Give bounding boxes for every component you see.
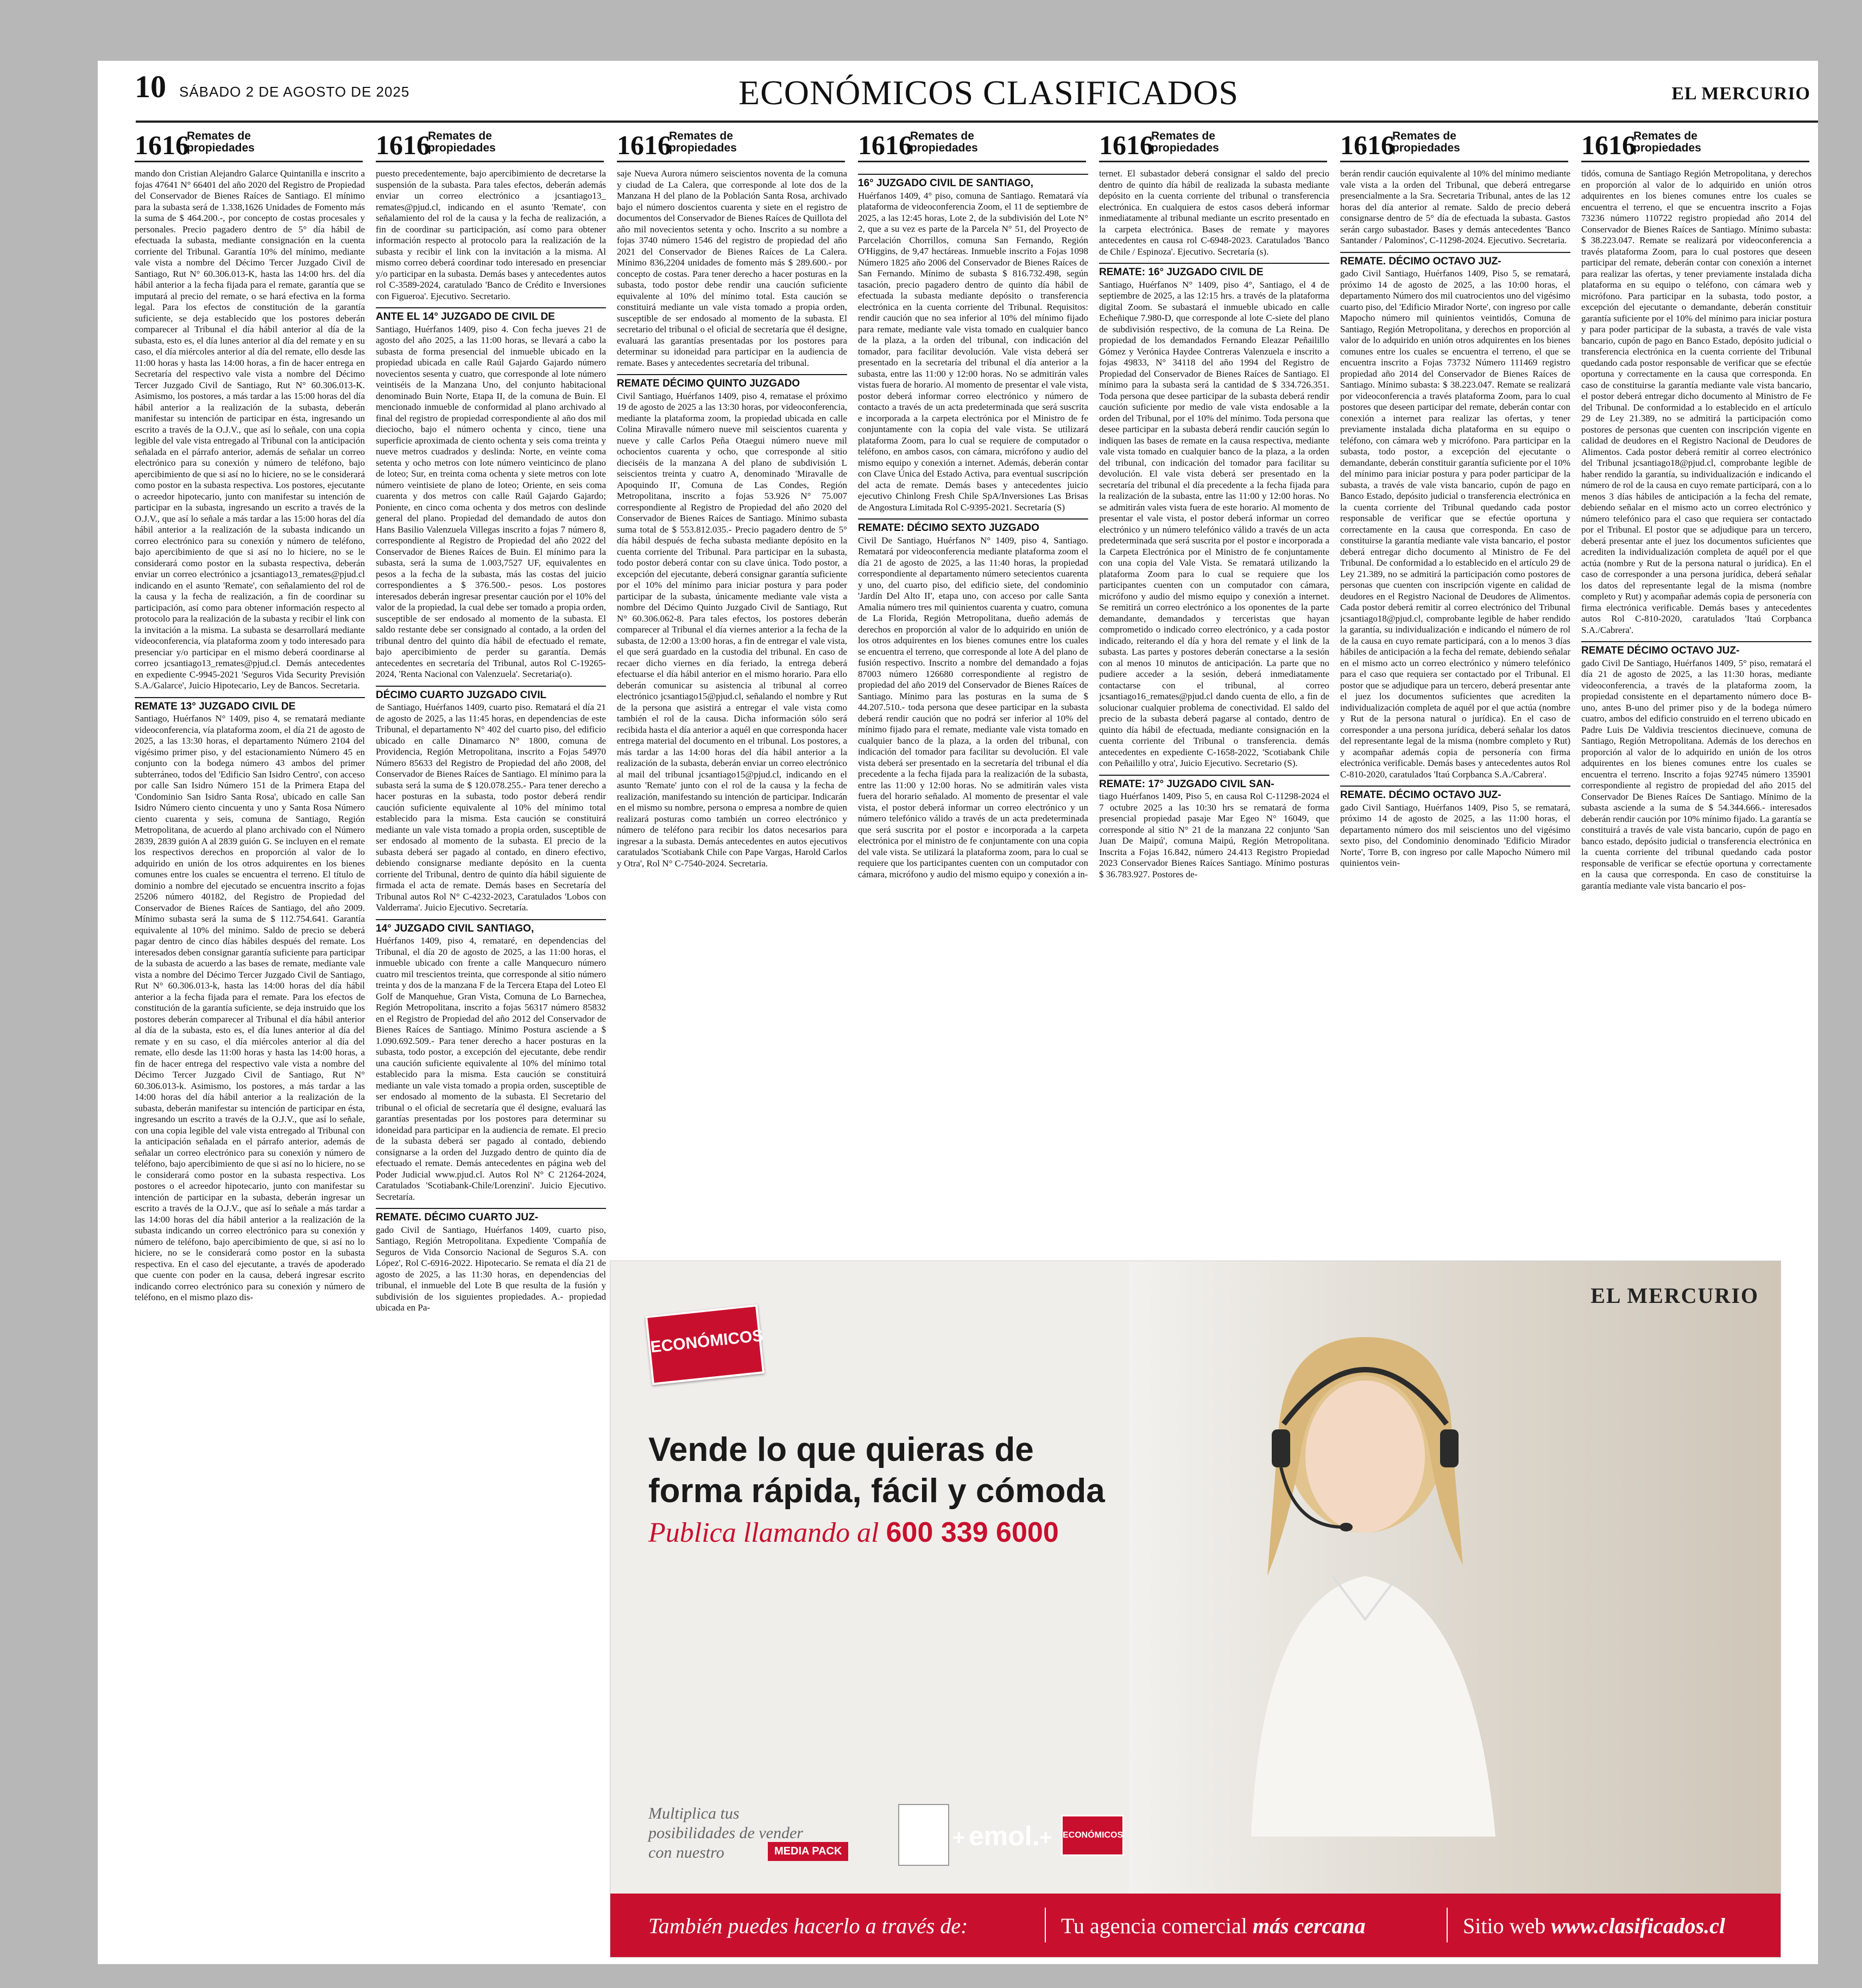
notice-title: REMATE. DÉCIMO OCTAVO JUZ- <box>1340 786 1570 801</box>
notice-text: gado Civil de Santiago, Huérfanos 1409, cuarto piso, Santiago, Región Metropolitana. Expediente 'Compañía de Seguros de Vida Consorcio Nacional de Seguros S.A. con López', Rol C-6916-2022. Hipotecario. Se remata el día 21 de agosto de 2025, a las 11:30 horas, en dependencias del tribunal, el inmueble del Lote B que resulta de la fusión y subdivisión de los siguientes propiedades. A.- propiedad ubicada en Pa- <box>376 1224 606 1313</box>
ad-footer-website <box>1463 1913 1725 1939</box>
column-header-rule <box>1340 161 1568 162</box>
notice-text: gado Civil De Santiago, Huérfanos 1409, 5° piso, rematará el día 21 de agosto de 2025, a las 11:30 horas, mediante videoconferencia, a través de la plataforma zoom, la propiedad consistente en el departamento número doce B-uno, antes B-uno del primer piso y de la bodega número cuatro, ambos del edificio construido en el terreno ubicado en Padre Luis De Valdivia trescientos diecinueve, comuna de Santiago, Región Metropolitana. Además de los derechos en proporción al valor de lo adquirido en unión de los otros adquirentes en los bienes comunes entre los cuales se encuentra el terreno. Inscrito a fojas 92745 número 135901 correspondiente al registro de propiedad del año 2015 del Conservador De Bienes Raíces De Santiago. Mínimo de la subasta asciende a la suma de $ 54.344.666.- interesados deberán rendir caución por 10% mínimo fijado. La garantía se constituirá a través de vale vista bancario, cupón de pago en banco estado, depósito judicial o transferencia electrónica en la cuenta corriente del tribunal quedando cada postor responsable de verificar se efectúe oportuna y correctamente en la causa que corresponda. En caso de constituirse la garantía mediante vale vista bancario el pos- <box>1581 657 1811 891</box>
page-header <box>98 61 1818 115</box>
ad-footer-intro: También puedes hacerlo a través de: <box>648 1914 968 1938</box>
notice-text: Civil Santiago, Huérfanos 1409, piso 4, rematase el próximo 19 de agosto de 2025 a las 13:30 horas, por videoconferencia, mediante la plataforma zoom, la propiedad ubicada en calle Colina Miravalle número nueve mil seiscientos cuarenta y nueve y calle Carlos Peña Otaegui número nueve mil ochocientos cuarenta y ocho, que corresponde al sitio dieciséis de la manzana A del plano de subdivisión L seiscientos treinta y cuatro A, denominado 'Miravalle de Apoquindo II', Comuna de Las Condes, Región Metropolitana, inscrito a fojas 53.926 N° 75.007 correspondiente al Registro de Propiedad del año 2020 del Conservador de Bienes Raíces de Santiago. Mínimo subasta suma total de $ 553.812.035.- Precio pagadero dentro de 5° día hábil después de fecha subasta mediante depósito en la cuenta corriente del Tribunal. Para participar en la subasta, todo postor deberá contar con su clave única. Todo postor, a excepción del ejecutante, deberá consignar garantía suficiente por el 10% del mínimo para iniciar postura y para poder participar de la subasta, únicamente mediante vale vista a nombre del Décimo Quinto Juzgado Civil de Santiago, Rut N° 60.306.062-8. Para tales efectos, los postores deberán comparecer al Tribunal el día viernes anterior a la fecha de la subasta, de 12:00 a 13:00 horas, a fin de entregar el vale vista, el que será guardado en la custodia del tribunal. En caso de recaer dicho viernes en día feriado, la entrega deberá efectuarse el día hábil anterior en el mismo horario. Para ello deberán comunicar su asistencia al tribunal al correo electrónico jcsantiago15@pjud.cl, señalando el nombre y Rut de la persona que asistirá a entregar el vale vista como también el rol de la causa. Dicha información sólo será recibida hasta el día anterior a aquél en que corresponda hacer entrega material del documento en el tribunal. Los postores, a más tardar a las 14:00 horas del día hábil anterior a la realización de la subasta, deberán enviar un correo electrónico al mail del tribunal jcsantiago15@pjud.cl, indicando en el asunto 'Remate' junto con el rol de la causa y la fecha de realización, manifestando su intención de participar. Indicarán en el mismo su nombre, persona o empresa a nombre de quien realizará posturas como también un correo electrónico y número de teléfono para recibir los datos necesarios para ingresar a la subasta. Demás antecedentes en autos ejecutivos caratulados 'Scotiabank Chile con Pape Vargas, Harold Carlos y Otra', Rol N° C-7540-2024. Secretaria. <box>617 390 847 869</box>
notice-text: Civil De Santiago, Huérfanos N° 1409, piso 4, Santiago. Rematará por videoconferencia mediante plataforma zoom el día 21 de agosto de 2025, a las 11:40 horas, la propiedad correspondiente al departamento número setecientos cuarenta y uno, del cuarto piso, del edificio siete, del condominio 'Jardín Del Alto II', etapa uno, con acceso por calle Santa Amalia número tres mil quinientos cuarenta y cuatro, comuna de La Florida, Región Metropolitana, dueño además de derechos en proporción al valor de lo adquirido en unión de los otros adquirentes en los bienes comunes entre los cuales se encuentra el terreno, que corresponde al lote A del plano de fusión respectivo. Inscrito a nombre del demandado a fojas 87003 número 126680 correspondiente al registro de propiedad del año 2019 del Conservador de Bienes Raíces de Santiago. Mínimo para las posturas en la suma de $ 44.207.510.- toda persona que desee participar en la subasta deberá rendir caución que no podrá ser inferior al 10% del mínimo fijado para el remate, mediante vale vista tomado en cualquier banco de la plaza, a la orden del tribunal, con indicación del tomador para facilitar su devolución. El vale vista deberá ser presentado en la secretaría del tribunal el día precedente a la fecha fijada para la realización de la subasta, entre las 11:00 y 12:00 horas. No se admitirán vales vista fuera del horario señalado. Al momento de presentar el vale vista, el postor deberá informar un correo electrónico y un número telefónico válido a través de un acta predeterminada que será suscrita por el postor e incorporada a la carpeta electrónica por el ministro de fe conjuntamente con una copia del vale vista. Se utilizará la plataforma zoom, para lo cual se requiere que los participantes cuenten con un computador con cámara, micrófono y audio del mismo equipo y conexión a in- <box>858 535 1088 879</box>
column-header-rule <box>135 161 363 162</box>
notice-text: tidós, comuna de Santiago Región Metropolitana, y derechos en proporción al valor de lo adquirido en unión otros adquirentes en los bienes comunes entre los cuales se encuentra el terreno, el que se encuentra inscrito a Fojas 73236 número 110722 registro propiedad año 2014 del Conservador de Bienes Raíces de Santiago. Mínimo subasta: $ 38.223.047. Remate se realizará por videoconferencia a través plataforma Zoom, para lo cual postores que deseen participar del remate, deberán contar con conexión a internet para realizar las ofertas, y tener previamente instalada dicha plataforma en su equipo o teléfono, con cámara web y micrófono. Para participar en la subasta, todo postor, a excepción del ejecutante o demandante, deberán constituir garantía suficiente por el 10% del mínimo para iniciar postura y para poder participar de la subasta, a través de vale vista bancario, cupón de pago en Banco Estado, depósito judicial o transferencia electrónica en la cuenta corriente del Tribunal quedando cada postor responsable de verificar que se efectúe oportuna y correctamente en la causa que corresponda. En caso de constituirse la garantía mediante vale vista bancario, el postor deberá entregar dicho documento al Ministro de Fe del Tribunal. De conformidad a lo establecido en el artículo 29 de Ley 21.389, no se admitirá la participación como postores de personas que cuenten con inscripción vigente en calidad de deudores en el Registro Nacional de Deudores de Alimentos. Cada postor deberá remitir al correo electrónico del Tribunal jcsantiago18@pjud.cl, comprobante legible de haber rendido la garantía, su individualización e indicando el número de rol de la causa en cuyo remate participará, con a lo menos 3 días hábiles de anticipación a la fecha del remate, debiendo señalar en el mismo acto un correo electrónico y número telefónico para el caso que requiera ser contactado por el Tribunal. El postor que se adjudique para un tercero, deberá presentar ante el juez los documentos suficientes que acrediten la individualización completa de aquél por el que actúa (nombre y Rut de la persona natural o jurídica). En el caso de corresponder a una persona jurídica, deberá señalar los datos del representante legal de la misma (nombre completo y Rut) y acompañar además copia de personería con firma electrónica verificable. Demás bases y antecedentes autos Rol C-810-2020, caratulados 'Itaú Corpbanca S.A./Cabrera'. <box>1581 168 1811 635</box>
ad-headline-line-2: forma rápida, fácil y cómoda <box>648 1472 1105 1510</box>
classified-column <box>376 168 606 1957</box>
column-header <box>617 127 845 165</box>
column-header-rule <box>1099 161 1327 162</box>
notice-title: REMATE DÉCIMO OCTAVO JUZ- <box>1581 641 1811 657</box>
section-title: ECONÓMICOS CLASIFICADOS <box>739 73 1239 112</box>
section-number: 1616 <box>1099 130 1153 160</box>
notice-text: Huérfanos 1409, piso 4, remataré, en dependencias del Tribunal, el día 20 de agosto de 2025, a las 11:00 horas, el inmueble ubicado con frente a calle Manquecuro número cuatro mil trescientos treinta, que corresponde al sitio número treinta y dos de la manzana F de la Tercera Etapa del Loteo El Golf de Manquehue, Gran Vista, Comuna de Lo Barnechea, Región Metropolitana, inscrito a fojas 56317 número 85832 en el Registro de Propiedad del año 2012 del Conservador de Bienes Raíces de Santiago. Mínimo Postura asciende a $ 1.090.692.509.- Para tener derecho a hacer posturas en la subasta, todo postor, a excepción del ejecutante, debe rendir una caución suficiente equivalente al 10% del mínimo total establecido para la misma. Esta caución se constituirá mediante un vale vista tomado a propia orden, susceptible de ser endosado al momento de la subasta. El Secretario del tribunal o el oficial de secretaría que él designe, evaluará las garantías presentadas por los postores para determinar su idoneidad para participar en la audiencia de remate. El precio de la subasta deberá ser pagado al contado, debiendo consignarse a la orden del Juzgado dentro de quinto día de efectuado el remate. Demás antecedentes en página web del Poder Judicial www.pjud.cl. Autos Rol N° C 21264-2024, Caratulados 'Scotiabank-Chile/Lorenzini'. Juicio Ejecutivo. Secretaría. <box>376 935 606 1202</box>
media-pack-badge: MEDIA PACK <box>768 1842 848 1861</box>
notice-title: DÉCIMO CUARTO JUZGADO CIVIL <box>376 686 606 701</box>
notice-text: puesto precedentemente, bajo apercibimiento de decretarse la suspensión de la subasta. Para tales efectos, deberán además enviar un correo electrónico a jcsantiago13_ remates@pjud.cl, indicando en el asunto 'Remate', con señalamiento del rol de la causa y la fecha de realización, a fin de coordinar su participación, así como para obtener información respecto al protocolo para la realización de la subasta y recibir el link con la invitación a la misma. Al mismo correo deberá coordinar todo interesado en presenciar y/o participar en la subasta. Demás bases y antecedentes autos rol C-3589-2024, caratulado 'Banco de Crédito e Inversiones con Figueroa'. Ejecutivo. Secretario. <box>376 168 606 301</box>
ad-footer-agency <box>1061 1913 1366 1939</box>
column-header <box>1581 127 1809 165</box>
ad-footer-website-pre: Sitio web <box>1463 1914 1546 1938</box>
notice-title: 14° JUZGADO CIVIL SANTIAGO, <box>376 919 606 935</box>
ad-footer-separator <box>1045 1908 1046 1942</box>
section-number: 1616 <box>617 130 671 160</box>
notice-title: 16° JUZGADO CIVIL DE SANTIAGO, <box>858 174 1088 189</box>
classified-column <box>1340 168 1570 1259</box>
section-label: Remates de propiedades <box>669 130 737 154</box>
header-rule <box>136 121 1818 123</box>
ad-multiplica-text: Multiplica tus posibilidades de vender con nuestro <box>648 1805 803 1862</box>
newspaper-brand: EL MERCURIO <box>1671 84 1810 104</box>
notice-title: REMATE. DÉCIMO OCTAVO JUZ- <box>1340 252 1570 268</box>
section-number: 1616 <box>135 130 189 160</box>
ad-headline <box>648 1429 1246 1512</box>
notice-text: tiago Huérfanos 1409, Piso 5, en causa Rol C-11298-2024 el 7 octubre 2025 a las 10:30 hrs se rematará de forma presencial propiedad pasaje Mar Egeo N° 16049, que corresponde al sitio N° 21 de la manzana 22 conjunto 'San Juan De Maipú', comuna Maipú, Región Metropolitana. Inscrita a Fojas 16.842, número 24.413 Registro Propiedad 2023 Conservador Bienes Raíces Santiago. Mínimo posturas $ 36.783.927. Postores de- <box>1099 791 1329 879</box>
notice-title: REMATE: 17° JUZGADO CIVIL SAN- <box>1099 775 1329 790</box>
notice-text: saje Nueva Aurora número seiscientos noventa de la comuna y ciudad de La Calera, que corresponde al lote dos de la Manzana H del plano de la Población Santa Rosa, archivado bajo el número doscientos cuarenta y siete en el registro de documentos del Conservador de Bienes Raíces de Quillota del año mil novecientos setenta y ocho. Inscrito a su nombre a fojas 3740 número 1546 del registro de propiedad del año 2021 del Conservador de Bienes Raíces de La Calera. Mínimo 836,2204 unidades de fomento más $ 289.600.- por concepto de costas. Para tener derecho a hacer posturas en la subasta, todo postor debe rendir una caución suficiente equivalente al 10% del mínimo total. Esta caución se constituirá mediante un vale vista tomado a propia orden, susceptible de ser endosado al momento de la subasta. El secretario del tribunal o el oficial de secretaría que él designe, evaluará las garantías presentadas por los postores para determinar su idoneidad para participar en la audiencia de remate. Bases y antecedentes secretaría del tribunal. <box>617 168 847 368</box>
notice-title: REMATE: DÉCIMO SEXTO JUZGADO <box>858 518 1088 534</box>
notice-title: ANTE EL 14° JUZGADO DE CIVIL DE <box>376 307 606 323</box>
column-header-rule <box>1581 161 1809 162</box>
classified-column <box>858 168 1088 1259</box>
notice-text: de Santiago, Huérfanos 1409, cuarto piso. Rematará el día 21 de agosto de 2025, a las 11:45 horas, en dependencias de este Tribunal, el departamento N° 402 del cuarto piso, del edificio ubicado en calle Dinamarco N° 1800, comuna de Providencia, Región Metropolitana, inscrito a Fojas 54970 Número 85633 del Registro de Propiedad del año 2008, del Conservador de Bienes Raíces de Santiago. El mínimo para la subasta será la suma de $ 120.078.255.- Para tener derecho a hacer posturas en la subasta, todo postor deberá rendir caución suficiente equivalente al 10% del mínimo total establecido para la misma. Esta caución se constituirá mediante un vale vista tomado a propia orden, susceptible de ser endosado al momento de la subasta. El precio de la subasta deberá ser pagado al contado, en dinero efectivo, debiendo consignarse mediante depósito en la cuenta corriente del Tribunal, dentro de quinto día hábil siguiente de firmada el acta de remate. Demás bases en Secretaría del Tribunal autos Rol N° C-4232-2023, Caratulados 'Lobos con Valderrama'. Juicio Ejecutivo. Secretaría. <box>376 702 606 913</box>
ad-footer-agency-pre: Tu agencia comercial <box>1061 1914 1247 1938</box>
column-header <box>858 127 1086 165</box>
economicos-logo <box>645 1304 765 1385</box>
classified-column <box>1581 168 1811 1259</box>
notice-text: mando don Cristian Alejandro Galarce Quintanilla e inscrito a fojas 47641 N° 66401 del año 2020 del Registro de Propiedad del Conservador de Bienes Raíces de Santiago. El mínimo para la subasta será de 1.338,1626 Unidades de Fomento más la suma de $ 464.200.-, por concepto de costas procesales y personales. Precio pagadero dentro de 5° día hábil de efectuada la subasta, mediante consignación en la cuenta corriente del Tribunal. Garantía 10% del mínimo, mediante vale vista a nombre del Décimo Tercer Juzgado Civil de Santiago, Rut N° 60.306.013-K, hasta las 14:00 hrs. del día hábil anterior a la fecha fijada para el remate, garantía que se imputará al precio del remate, o se hará efectiva en la forma legal. Para los efectos de constitución de la garantía suficiente, se deja establecido que los postores deberán comparecer al Tribunal el día hábil anterior al día de la subasta, esto es, el día lunes anterior al día del remate y en su caso, el día miércoles anterior al día del remate, ello desde las 11:00 horas y hasta las 14:00 horas, a fin de hacer entrega en Secretaría del respectivo vale vista a nombre del Décimo Tercer Juzgado Civil de Santiago, Rut N° 60.306.013-K. Asimismo, los postores, a más tardar a las 15:00 horas del día hábil anterior a la realización de la subasta, deberán manifestar su intención de participar en ésta, ingresando un escrito a través de la O.J.V., que así lo señale, con una copia legible del vale vista entregado al Tribunal con la anticipación señalada en el párrafo anterior, además de señalar un correo electrónico para su conexión y número de teléfono, bajo apercibimiento de que si así no lo hiciere, no se le considerará como postor en la subasta respectiva. Los postores, ejecutante o acreedor hipotecario, junto con manifestar su intención de participar en la subasta, ingresando un escrito a través de la O.J.V., que así lo señale a más tardar a las 15:00 horas del día hábil anterior a la realización de la subasta indicando un correo electrónico para su conexión y número de teléfono, bajo apercibimiento de que si así no lo hiciere, no se le considerará como postor en la subasta respectiva, deberán enviar un correo electrónico a jcsantiago13_remates@pjud.cl indicando en el asunto 'Remate', con señalamiento del rol de la causa y la fecha de realización, a fin de coordinar su participación, así como para obtener información respecto al protocolo para la realización de la subasta y recibir el link con la invitación a la misma. La subasta se desarrollará mediante videoconferencia, vía plataforma zoom y todo interesado para presenciar y/o participar en el mismo deberá coordinarse al correo jcsantiago13_remates@pjud.cl. Demás antecedentes en expediente C-9945-2021 'Seguros Vida Security Previsión S.A./Galarce', Juicio Hipotecario, Ley de Bancos. Secretaria. <box>135 168 365 691</box>
notice-title: REMATE 13° JUZGADO CIVIL DE <box>135 697 365 713</box>
notice-text: gado Civil Santiago, Huérfanos 1409, Piso 5, se rematará, próximo 14 de agosto de 2025, a las 11:00 horas, el departamento número dos mil seiscientos uno del vigésimo sexto piso, del Condominio denominado 'Edificio Mirador Norte', Torre B, con ingreso por calle Mapocho Número mil quinientos vein- <box>1340 802 1570 868</box>
section-label: Remates de propiedades <box>1633 130 1701 154</box>
classified-column <box>617 168 847 1259</box>
notice-title: REMATE: 16° JUZGADO CIVIL DE <box>1099 263 1329 278</box>
section-number: 1616 <box>858 130 912 160</box>
column-header-rule <box>858 161 1086 162</box>
notice-title: REMATE. DÉCIMO CUARTO JUZ- <box>376 1208 606 1224</box>
column-header <box>1099 127 1327 165</box>
section-label: Remates de propiedades <box>1151 130 1219 154</box>
ad-footer-separator <box>1447 1908 1448 1942</box>
section-number: 1616 <box>1340 130 1394 160</box>
ad-brand: EL MERCURIO <box>1590 1283 1759 1308</box>
column-header-rule <box>617 161 845 162</box>
classified-column <box>135 168 365 1957</box>
notice-text: berán rendir caución equivalente al 10% del mínimo mediante vale vista a la orden del Tribunal, que deberá entregarse presencialmente a la Sra. Secretaria Tribunal, antes de las 12 horas del día anterior al remate. Saldo de precio deberá consignarse dentro de 5° día de efectuada la subasta. Gastos serán cargo subastador. Bases y demás antecedentes 'Banco Santander / Palominos', C-11298-2024. Ejecutivo. Secretaria. <box>1340 168 1570 245</box>
notice-title: REMATE DÉCIMO QUINTO JUZGADO <box>617 374 847 390</box>
economicos-small-logo <box>1061 1815 1124 1856</box>
newspaper-page <box>98 61 1818 1964</box>
column-header <box>376 127 604 165</box>
ad-footer <box>610 1894 1781 1957</box>
notice-text: Huérfanos 1409, 4° piso, comuna de Santiago. Rematará vía plataforma de videoconferencia Zoom, el 11 de septiembre de 2025, a las 12:45 horas, Lote 2, de la subdivisión del Lote N° 2, que a su vez es parte de la Parcela N° 51, del Proyecto de Parcelación Chorrillos, comuna San Fernando, Región O'Higgins, de 9,47 hectáreas. Inmueble inscrito a Fojas 1098 Número 1825 año 2006 del Conservador de Bienes Raíces de San Fernando. Mínimo de subasta $ 816.732.498, según tasación, precio pagadero dentro de quinto día hábil de efectuada la subasta mediante depósito o transferencia electrónica en la cuenta corriente del Tribunal. Requisitos: rendir caución que no sea inferior al 10% del mínimo fijado para remate, mediante vale vista tomado en cualquier banco de la plaza, a la orden del tribunal, con indicación del tomador, para facilitar devolución. Vale vista deberá ser presentado en la secretaría del tribunal el día anterior a la subasta, entre las 11:00 y 12:00 horas. No se admitirán vales vistas fuera de horario. Al momento de presentar el vale vista, postor deberá informar correo electrónico y número de contacto a través de un acta predeterminada que será suscrita e incorporada a la carpeta electrónica por el Ministro de fe conjuntamente con la copia del vale vista. Se utilizará plataforma Zoom, para lo cual se requiere de computador o teléfono, en ambos casos, con cámara, micrófono y audio del mismo equipo y conexión a internet. Además, deberán contar con Clave Única del Estado Activa, para eventual suscripción del acta de remate. Demás bases y antecedentes juicio ejecutivo Chinlong Fresh Chile SpA/Inversiones Las Brisas de Angostura Limitada Rol C-9395-2021. Secretaría (S) <box>858 190 1088 512</box>
woman-with-headset-illustration <box>1170 1294 1550 1837</box>
section-number: 1616 <box>376 130 430 160</box>
notice-text: Santiago, Huérfanos N° 1409, piso 4, se rematará mediante videoconferencia, vía plataforma zoom, el día 21 de agosto de 2025, a las 13:30 horas, el departamento Número 2104 del vigésimo primer piso, y del estacionamiento Número 45 en conjunto con la bodega número 43 ambos del primer subterráneo, todos del 'Edificio San Isidro Centro', con acceso por calle San Isidro Número 151 de la Primera Etapa del 'Condominio San Isidro Santa Rosa', ubicado en calle San Isidro Número ciento cincuenta y uno y Santa Rosa Número ciento cuarenta y seis, comuna de Santiago, Región Metropolitana, de acuerdo al plano archivado con el Número 2839, 2839 guión A al 2839 guión G. Se incluyen en el remate los respectivos derechos en proporción al valor de lo adquirido en unión de los otros adquirentes en los bienes comunes entre los cuales se encuentra el terreno. El título de dominio a nombre del ejecutado se encuentra inscrito a fojas 25206 número 40182, del Registro de Propiedad del Conservador de Bienes Raíces de Santiago, del año 2009. Mínimo subasta será la suma de $ 112.754.641. Garantía equivalente al 10% del mínimo. Saldo de precio se deberá pagar dentro de cinco días hábiles después del remate. Los interesados deben consignar garantía suficiente para participar de la subasta de acuerdo a las bases de remate, mediante vale vista a nombre del Décimo Tercer Juzgado Civil de Santiago, Rut N° 60.306.013-k, hasta las 14:00 horas del día hábil anterior a la fecha fijada para el remate. Para los efectos de constitución de la garantía suficiente, se deja instruido que los postores deberán comparecer al Tribunal el día hábil anterior al día de la subasta, esto es, el día lunes anterior al día del remate y en su caso, el día miércoles anterior al día del remate, ello desde las 11:00 horas y hasta las 14:00 horas, a fin de hacer entrega del respectivo vale vista a nombre del Décimo Tercer Juzgado Civil de Santiago, Rut N° 60.306.013-k. Asimismo, los postores, a más tardar a las 14:00 horas del día hábil anterior a la realización de la subasta, deberán manifestar su intención de participar en ésta, ingresando un escrito a través de la O.J.V., que así lo señale, con una copia legible del vale vista entregado al Tribunal con la anticipación señalada en el párrafo anterior, además de señalar un correo electrónico para su conexión y número de teléfono, bajo apercibimiento de que si así no lo hiciere, no se le considerará como postor en la subasta respectiva. Los postores o el acreedor hipotecario, junto con manifestar su intención de participar en la subasta, deberán ingresar un escrito a través de la O.J.V., que así lo señale a más tardar a las 14:00 horas del día hábil anterior a la realización de la subasta indicando un correo electrónico para su conexión y número de teléfono, bajo apercibimiento de que, si así no lo hiciere, no se le considerará como postor en la subasta respectiva. En el caso del ejecutante, a través de apoderado que cuente con poder en la causa, deberá ingresar escrito indicando correo electrónico para su conexión y número de teléfono, en el mismo plazo dis- <box>135 713 365 1302</box>
notice-text: gado Civil Santiago, Huérfanos 1409, Piso 5, se rematará, próximo 14 de agosto de 2025, a las 10:00 horas, el departamento Número dos mil cuatrocientos uno del vigésimo cuarto piso, del 'Edificio Mirador Norte', con ingreso por calle Mapocho número mil quinientos veintidós, Comuna de Santiago, Región Metropolitana, y derechos en proporción al valor de lo adquirido en unión otros adquirentes en los bienes comunes entre los cuales se encuentra el terreno, el que se encuentra inscrito a Fojas 73732 Número 111469 registro propiedad año 2014 del Conservador de Bienes Raíces de Santiago. Mínimo subasta: $ 38.223.047. Remate se realizará por videoconferencia a través plataforma Zoom, para lo cual postores que deseen participar del remate, deberán contar con conexión a internet para realizar las ofertas, y tener previamente instalada dicha plataforma en su equipo o teléfono, con cámara web y micrófono. Para participar en la subasta, todo postor, a excepción del ejecutante o demandante, deberán constituir garantía suficiente por el 10% del mínimo para iniciar postura y para poder participar de la subasta, a través de vale vista bancario, cupón de pago en Banco Estado, depósito judicial o transferencia electrónica en la cuenta corriente del Tribunal quedando cada postor responsable de verificar que se efectúe oportuna y correctamente en la causa que corresponda. En caso de constituirse la garantía mediante vale vista bancario, el postor deberá entregar dicho documento al Ministro de Fe del Tribunal. De conformidad a lo establecido en el artículo 29 de Ley 21.389, no se admitirá la participación como postores de personas que cuenten con inscripción vigente en calidad de deudores en el Registro Nacional de Deudores de Alimentos. Cada postor deberá remitir al correo electrónico del Tribunal jcsantiago18@pjud.cl, comprobante legible de haber rendido la garantía, su individualización e indicando el número de rol de la causa en cuyo remate participará, con a lo menos 3 días hábiles de anticipación a la fecha del remate, debiendo señalar en el mismo acto un correo electrónico y número telefónico para el caso que requiera ser contactado por el Tribunal. El postor que se adjudique para un tercero, deberá presentar ante el juez los documentos suficientes que acrediten la individualización completa de aquél por el que actúa (nombre y Rut de la persona natural o jurídica). En el caso de corresponder a una persona jurídica, deberá señalar los datos del representante legal de la misma (nombre completo y Rut) y acompañar además copia de personería con firma electrónica verificable. Demás bases y antecedentes autos Rol C-810-2020, caratulados 'Itaú Corpbanca S.A./Cabrera'. <box>1340 268 1570 780</box>
ad-footer-agency-em: más cercana <box>1252 1914 1366 1938</box>
emol-logo: emol. <box>969 1821 1040 1851</box>
notice-text: Santiago, Huérfanos 1409, piso 4. Con fecha jueves 21 de agosto del año 2025, a las 11:00 horas, se llevará a cabo la subasta de forma presencial del inmueble ubicado en la propiedad ubicada en calle Raúl Gajardo Gajardo número novecientos sesenta y cuatro, que corresponde al lote número veintiséis de la Manzana Uno, del conjunto habitacional denominado Buin Norte, Etapa II, de la comuna de Buin. El mencionado inmueble de conformidad al plano archivado al final del registro de propiedad correspondiente al año dos mil dieciocho, bajo el número ochenta y cinco, tiene una superficie aproximada de ciento ochenta y seis coma treinta y nueve metros cuadrados y deslinda: Norte, en veinte coma setenta y ocho metros con lote número veinticinco de plano de loteo; Sur, en treinta coma ochenta y siete metros con lote número veintisiete de plano de loteo; Oriente, en seis coma cuarenta y dos metros con calle Raúl Gajardo Gajardo; Poniente, en cinco coma ochenta y dos metros con deslinde general del plano. Propiedad del demandado de autos don Hans Basilio Valenzuela Villegas inscrito a fojas 7 número 8, correspondiente al Registro de Propiedad del año 2022 del Conservador de Bienes Raíces de Buin. El mínimo para la subasta, será la suma de 1.003,7527 UF, equivalentes en pesos a la fecha de la subasta, más las costas del juicio correspondientes a $ 376.500.- pesos. Los postores interesados deberán ingresar presentar caución por el 10% del valor de la propiedad, la cual debe ser tomado a propia orden, susceptible de ser endosado al momento de la subasta. El saldo restante debe ser consignado al contado, a la orden del tribunal dentro del quinto día hábil de efectuado el remate, bajo apercibimiento de perder su garantía. Demás antecedentes en secretaría del Tribunal, autos Rol C-19265-2024, 'Renta Nacional con Valenzuela'. Secretaria(o). <box>376 324 606 679</box>
ad-headline-line-1: Vende lo que quieras de <box>648 1431 1034 1468</box>
section-label: Remates de propiedades <box>187 130 255 154</box>
section-label: Remates de propiedades <box>428 130 496 154</box>
column-header <box>1340 127 1568 165</box>
economicos-logo-text: ECONÓMICOS <box>649 1326 764 1357</box>
section-label: Remates de propiedades <box>910 130 978 154</box>
newspaper-thumbnail-icon <box>898 1804 949 1866</box>
notice-text: ternet. El subastador deberá consignar el saldo del precio dentro de quinto día hábil de realizada la subasta mediante depósito en la cuenta corriente del tribunal o transferencia electrónica. En cualquiera de estos casos deberá informar inmediatamente al tribunal mediante un escrito presentado en la carpeta electrónica. Bases de remate y mayores antecedentes en causa rol C-6948-2023. Caratulados 'Banco de Chile / Espinoza'. Ejecutivo. Secretaría (s). <box>1099 168 1329 257</box>
column-header <box>135 127 363 165</box>
section-label: Remates de propiedades <box>1392 130 1460 154</box>
notice-text: Santiago, Huérfanos N° 1409, piso 4°, Santiago, el 4 de septiembre de 2025, a las 12:15 hrs. a través de la plataforma digital Zoom. Se subastará el inmueble ubicado en calle Echeñique 7.980-D, que corresponde al lote C-siete del plano de subdivisión respectivo, de la comuna de La Reina. De propiedad de los demandados Fernando Eleazar Peñailillo Gómez y Verónica Haydee Contreras Valenzuela e inscrito a fojas 49833, N° 34118 del año 1994 del Registro de Propiedad del Conservador de Bienes Raíces de Santiago. El mínimo para la subasta será la cantidad de $ 334.726.351. Toda persona que desee participar de la subasta deberá rendir caución suficiente por medio de vale vista endosable a la orden del Tribunal, por el 10% del mínimo. Toda persona que desee participar en la subasta deberá rendir caución según lo indiquen las bases de remate en la causa respectiva, mediante vale vista tomado en cualquier banco de la plaza, a la orden del tribunal, con indicación del tomador para facilitar su devolución. El vale vista deberá ser presentado en la secretaría del tribunal el día precedente a la fecha fijada para la realización de la subasta, entre las 11:00 y 12:00 horas. No se admitirán vales vista fuera de este horario. Al momento de presentar el vale vista, el postor deberá informar un correo electrónico y un número telefónico válido a través de un acta predeterminada que será suscrita por el postor e incorporada a la Carpeta Electrónica por el Ministro de fe conjuntamente con una copia del Vale Vista. Se rematará utilizando la plataforma Zoom para lo cual se requiere que los participantes cuenten con un computador con cámara, micrófono y audio del mismo equipo y conexión a internet. Se remitirá un correo electrónico a los oponentes de la parte demandante, demandados y terceristas que hayan comprometido o indicado correo electrónico, y a cada postor indicado, reiterando el día y hora del remate y el link de la subasta. Las partes y postores deberán conectarse a la sesión con al menos 10 minutos de anticipación. La parte que no pudiere acceder a la sesión, deberá inmediatamente contactarse con el tribunal, al correo jcsantiago16_remates@pjud.cl dando cuenta de ello, a fin de solucionar cualquier problema de conectividad. El saldo del precio de la subasta deberá pagarse al contado, dentro de quinto día hábil de efectuada, mediante consignación en la cuenta corriente del Tribunal o transferencia. demás antecedentes en expediente C-1658-2022, 'Scotiabank Chile con Peñailillo y otra', Juicio Ejecutivo. Secretario (S). <box>1099 279 1329 768</box>
ad-phone-number: 600 339 6000 <box>886 1517 1059 1548</box>
ad-phone-line <box>648 1516 1059 1549</box>
ad-phone-prefix: Publica llamando al <box>648 1517 879 1548</box>
classified-column <box>1099 168 1329 1259</box>
advertisement <box>610 1261 1781 1958</box>
section-number: 1616 <box>1581 130 1636 160</box>
plus-sign-2: + <box>1039 1826 1052 1850</box>
page-date: SÁBADO 2 DE AGOSTO DE 2025 <box>179 84 410 100</box>
ad-footer-website-link[interactable]: www.clasificados.cl <box>1551 1914 1725 1938</box>
economicos-small-logo-text: ECONÓMICOS <box>1063 1831 1123 1840</box>
column-header-rule <box>376 161 604 162</box>
page-number: 10 <box>135 69 166 104</box>
plus-sign-1: + <box>952 1826 965 1850</box>
